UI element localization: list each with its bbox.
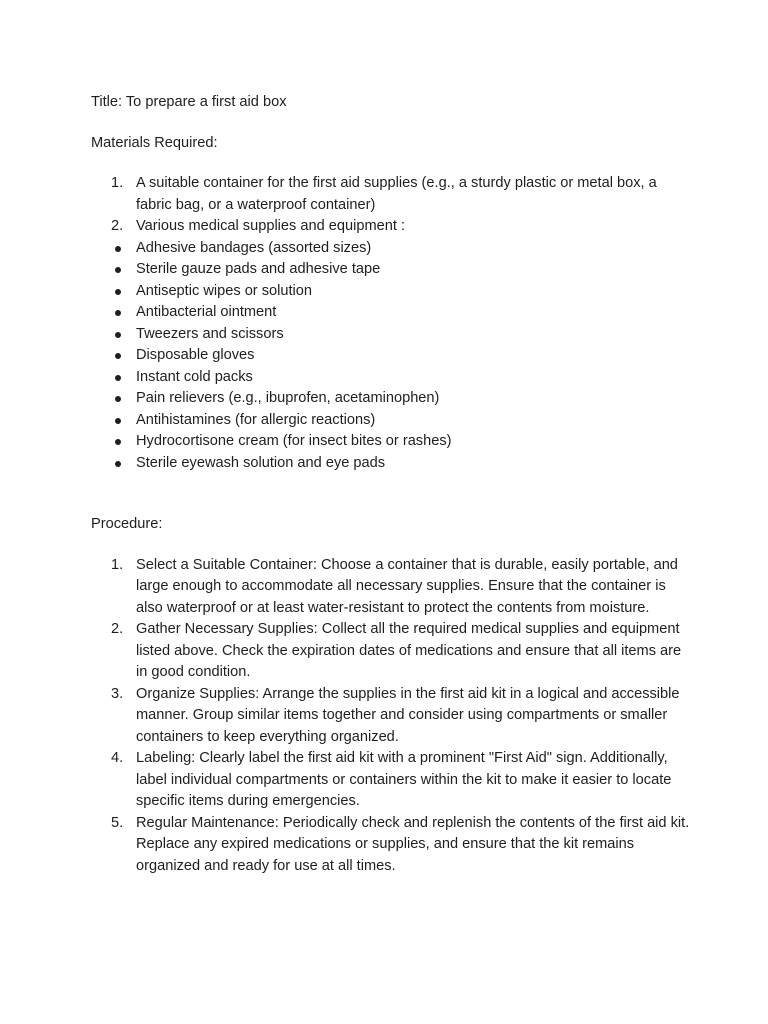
bullet-icon xyxy=(115,310,121,316)
supply-item-text: Sterile gauze pads and adhesive tape xyxy=(136,261,381,277)
list-item xyxy=(91,216,691,238)
supply-item xyxy=(91,281,691,303)
step-number: 1. xyxy=(111,556,124,573)
procedure-list xyxy=(91,555,691,878)
supply-item xyxy=(91,238,691,260)
list-number: 2. xyxy=(111,218,124,234)
bullet-icon xyxy=(115,353,121,359)
list-item-text: A suitable container for the first aid supplies (e.g., a sturdy plastic or metal box, a fabric bag, or a waterproof container) xyxy=(136,175,657,213)
step-text: Regular Maintenance: Periodically check and replenish the contents of the first aid kit. Replace any expired medications or supplies, and ensure that the kit remains organized and ready for use at all times. xyxy=(136,814,690,874)
bullet-icon xyxy=(115,439,121,445)
supply-item xyxy=(91,410,691,432)
procedure-step xyxy=(91,813,691,878)
bullet-icon xyxy=(115,461,121,467)
supply-item xyxy=(91,431,691,453)
step-text: Organize Supplies: Arrange the supplies in the first aid kit in a logical and accessible manner. Group similar items together and consider using compartments or smaller containers to keep everything organized. xyxy=(136,685,680,745)
step-text: Labeling: Clearly label the first aid kit with a prominent "First Aid" sign. Additionally, label individual compartments or containers within the kit to make it easier to locate specific items during emergencies. xyxy=(136,750,672,809)
supply-item-text: Antibacterial ointment xyxy=(136,304,277,320)
supply-item xyxy=(91,302,691,324)
supply-item xyxy=(91,345,691,367)
document-page xyxy=(91,92,691,877)
supply-item xyxy=(91,388,691,410)
materials-list xyxy=(91,173,691,238)
bullet-icon xyxy=(115,267,121,273)
supply-item xyxy=(91,367,691,389)
supply-item-text: Hydrocortisone cream (for insect bites or rashes) xyxy=(136,433,452,449)
step-number: 2. xyxy=(111,621,124,637)
supply-item-text: Antihistamines (for allergic reactions) xyxy=(136,411,376,428)
supply-item-text: Pain relievers (e.g., ibuprofen, acetaminophen) xyxy=(136,390,440,406)
procedure-step xyxy=(91,555,691,620)
supply-item-text: Disposable gloves xyxy=(136,347,255,363)
supply-item-text: Instant cold packs xyxy=(136,368,253,385)
supply-item-text: Sterile eyewash solution and eye pads xyxy=(136,454,386,471)
supply-item xyxy=(91,259,691,281)
procedure-step xyxy=(91,684,691,749)
supply-item-text: Adhesive bandages (assorted sizes) xyxy=(136,239,372,256)
bullet-icon xyxy=(115,418,121,424)
bullet-icon xyxy=(115,246,121,252)
supply-item xyxy=(91,453,691,475)
procedure-step xyxy=(91,748,691,813)
bullet-icon xyxy=(115,332,121,338)
step-number: 3. xyxy=(111,685,124,702)
step-number: 5. xyxy=(111,814,124,831)
supply-item xyxy=(91,324,691,346)
procedure-heading: Procedure: xyxy=(91,516,163,532)
supply-item-text: Tweezers and scissors xyxy=(136,325,284,342)
bullet-icon xyxy=(115,375,121,381)
document-title: Title: To prepare a first aid box xyxy=(91,94,287,110)
materials-heading: Materials Required: xyxy=(91,134,218,151)
list-item xyxy=(91,173,691,216)
step-text: Select a Suitable Container: Choose a container that is durable, easily portable, and large enough to accommodate all necessary supplies. Ensure that the container is also waterproof or at least water-resistant to protect the contents from moisture. xyxy=(136,556,678,616)
bullet-icon xyxy=(115,396,121,402)
list-item-text: Various medical supplies and equipment : xyxy=(136,218,406,234)
step-text: Gather Necessary Supplies: Collect all the required medical supplies and equipment listed above. Check the expiration dates of medications and ensure that all items are in good condition. xyxy=(136,621,682,680)
bullet-icon xyxy=(115,289,121,295)
step-number: 4. xyxy=(111,750,124,766)
procedure-step xyxy=(91,619,691,684)
list-number: 1. xyxy=(111,175,124,191)
supplies-list xyxy=(91,238,691,475)
supply-item-text: Antiseptic wipes or solution xyxy=(136,282,313,299)
